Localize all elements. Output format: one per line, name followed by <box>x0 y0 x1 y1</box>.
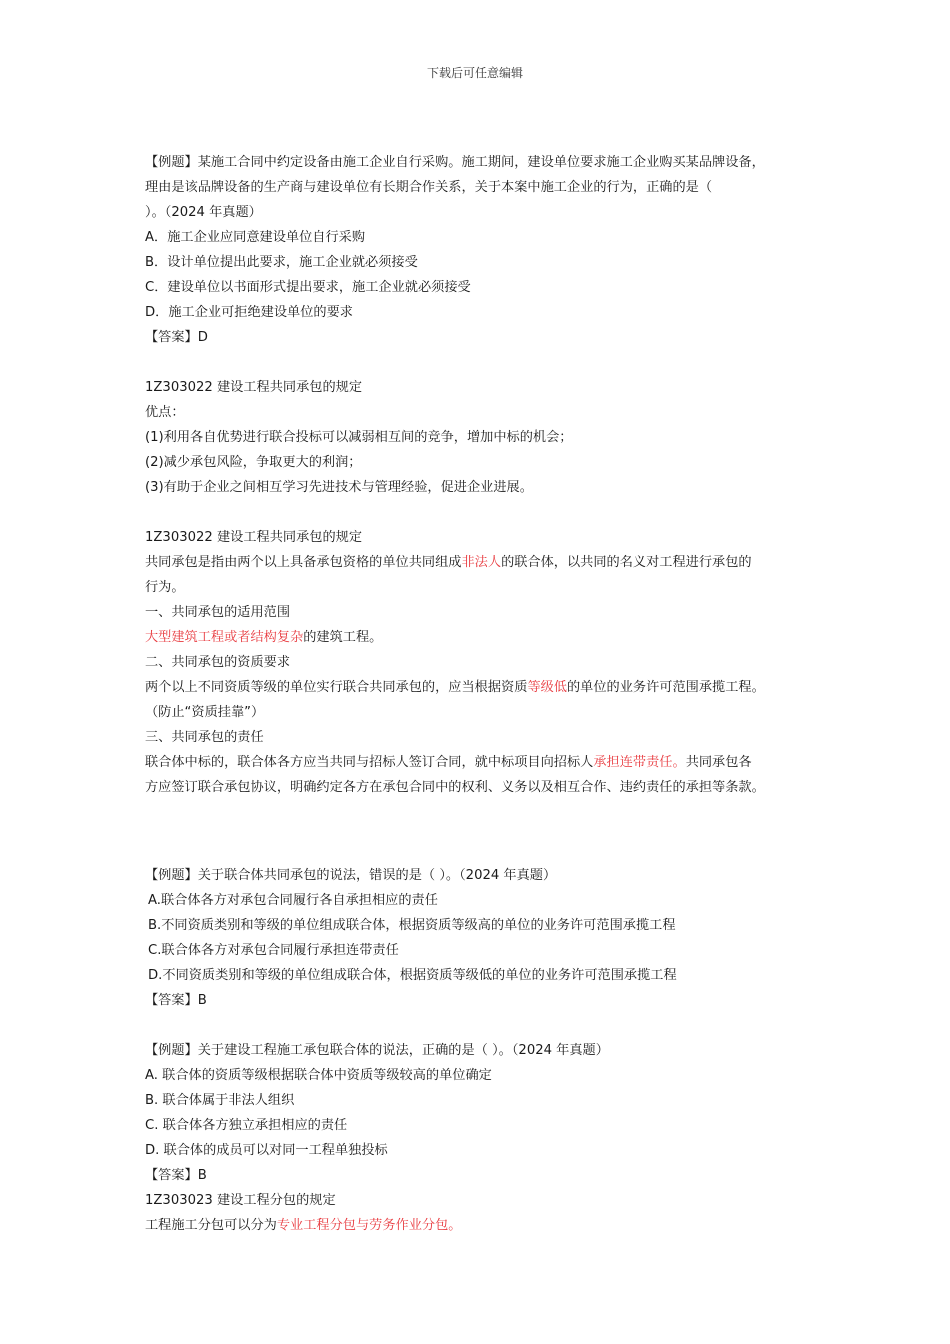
highlight-text: 专业工程分包与劳务作业分包。 <box>276 1218 462 1233</box>
q1-stem-line-3: ）。（2024 年真题） <box>145 205 262 220</box>
q1-option-d: D．施工企业可拒绝建设单位的要求 <box>145 305 353 320</box>
responsibility-line-1 <box>145 750 825 775</box>
qualification-text: 两个以上不同资质等级的单位实行联合共同承包的，应当根据资质 <box>145 680 528 695</box>
section-heading: 1Z303022 建设工程共同承包的规定 <box>145 530 363 545</box>
subcontract-line <box>145 1213 825 1238</box>
page-header: 下载后可任意编辑 <box>426 66 523 80</box>
spacer <box>145 838 825 863</box>
scope-text: 的建筑工程。 <box>303 630 383 645</box>
advantage-item-1: (1)利用各自优势进行联合投标可以减弱相互间的竞争，增加中标的机会； <box>145 430 573 445</box>
definition-line-1 <box>145 550 825 575</box>
responsibility-line-2: 方应签订联合承包协议，明确约定各方在承包合同中的权利、义务以及相互合作、违约责任的承担等条款。 <box>145 780 765 795</box>
q1-option-b: B．设计单位提出此要求，施工企业就必须接受 <box>145 255 418 270</box>
spacer <box>145 350 825 375</box>
q2-option-c: C.联合体各方对承包合同履行承担连带责任 <box>148 943 399 958</box>
responsibility-text: 联合体中标的，联合体各方应当共同与招标人签订合同，就中标项目向招标人 <box>145 755 594 770</box>
q2-stem: 【例题】关于联合体共同承包的说法，错误的是（ ）。（2024 年真题） <box>145 868 557 883</box>
q3-option-c: C. 联合体各方独立承担相应的责任 <box>145 1118 348 1133</box>
highlight-text: 大型建筑工程或者结构复杂 <box>145 630 304 645</box>
subheading-responsibility: 三、共同承包的责任 <box>145 730 264 745</box>
qualification-line-2: （防止“资质挂靠”） <box>145 705 265 720</box>
q1-stem-line-1: 【例题】某施工合同中约定设备由施工企业自行采购。施工期间，建设单位要求施工企业购买某品牌设备， <box>145 155 765 170</box>
advantage-item-3: (3)有助于企业之间相互学习先进技术与管理经验，促进企业进展。 <box>145 480 533 495</box>
definition-text: 共同承包是指由两个以上具备承包资格的单位共同组成 <box>145 555 462 570</box>
spacer <box>145 500 825 525</box>
highlight-text: 等级低 <box>527 680 567 695</box>
highlight-text: 非法人 <box>461 555 502 570</box>
advantage-item-2: (2)减少承包风险，争取更大的利润； <box>145 455 362 470</box>
q1-option-c: C．建设单位以书面形式提出要求，施工企业就必须接受 <box>145 280 471 295</box>
document-body <box>145 150 825 1238</box>
q3-option-a: A. 联合体的资质等级根据联合体中资质等级较高的单位确定 <box>145 1068 492 1083</box>
responsibility-text: 共同承包各 <box>685 755 752 770</box>
q2-answer: 【答案】B <box>145 993 207 1008</box>
q3-option-b: B. 联合体属于非法人组织 <box>145 1093 295 1108</box>
spacer <box>145 1013 825 1038</box>
spacer <box>145 800 825 838</box>
q3-option-d: D. 联合体的成员可以对同一工程单独投标 <box>145 1143 388 1158</box>
section-heading: 1Z303023 建设工程分包的规定 <box>145 1193 336 1208</box>
qualification-text: 的单位的业务许可范围承揽工程。 <box>567 680 765 695</box>
q1-answer: 【答案】D <box>145 330 208 345</box>
scope-line <box>145 625 825 650</box>
q3-answer: 【答案】B <box>145 1168 207 1183</box>
q2-option-a: A.联合体各方对承包合同履行各自承担相应的责任 <box>148 893 438 908</box>
q1-option-a: A．施工企业应同意建设单位自行采购 <box>145 230 366 245</box>
section-heading: 1Z303022 建设工程共同承包的规定 <box>145 380 363 395</box>
q3-stem: 【例题】关于建设工程施工承包联合体的说法，正确的是（ ）。（2024 年真题） <box>145 1043 609 1058</box>
q1-stem-line-2: 理由是该品牌设备的生产商与建设单位有长期合作关系，关于本案中施工企业的行为，正确的是（ <box>145 180 713 195</box>
qualification-line-1 <box>145 675 825 700</box>
q2-option-b: B.不同资质类别和等级的单位组成联合体，根据资质等级高的单位的业务许可范围承揽工程 <box>148 918 676 933</box>
highlight-text: 承担连带责任。 <box>593 755 686 770</box>
subheading-qualification: 二、共同承包的资质要求 <box>145 655 291 670</box>
definition-text: 的联合体，以共同的名义对工程进行承包的 <box>501 555 752 570</box>
q2-option-d: D.不同资质类别和等级的单位组成联合体，根据资质等级低的单位的业务许可范围承揽工程 <box>148 968 677 983</box>
subheading-scope: 一、共同承包的适用范围 <box>145 605 291 620</box>
definition-line-2: 行为。 <box>145 580 185 595</box>
subcontract-text: 工程施工分包可以分为 <box>145 1218 277 1233</box>
advantages-label: 优点： <box>145 405 185 420</box>
